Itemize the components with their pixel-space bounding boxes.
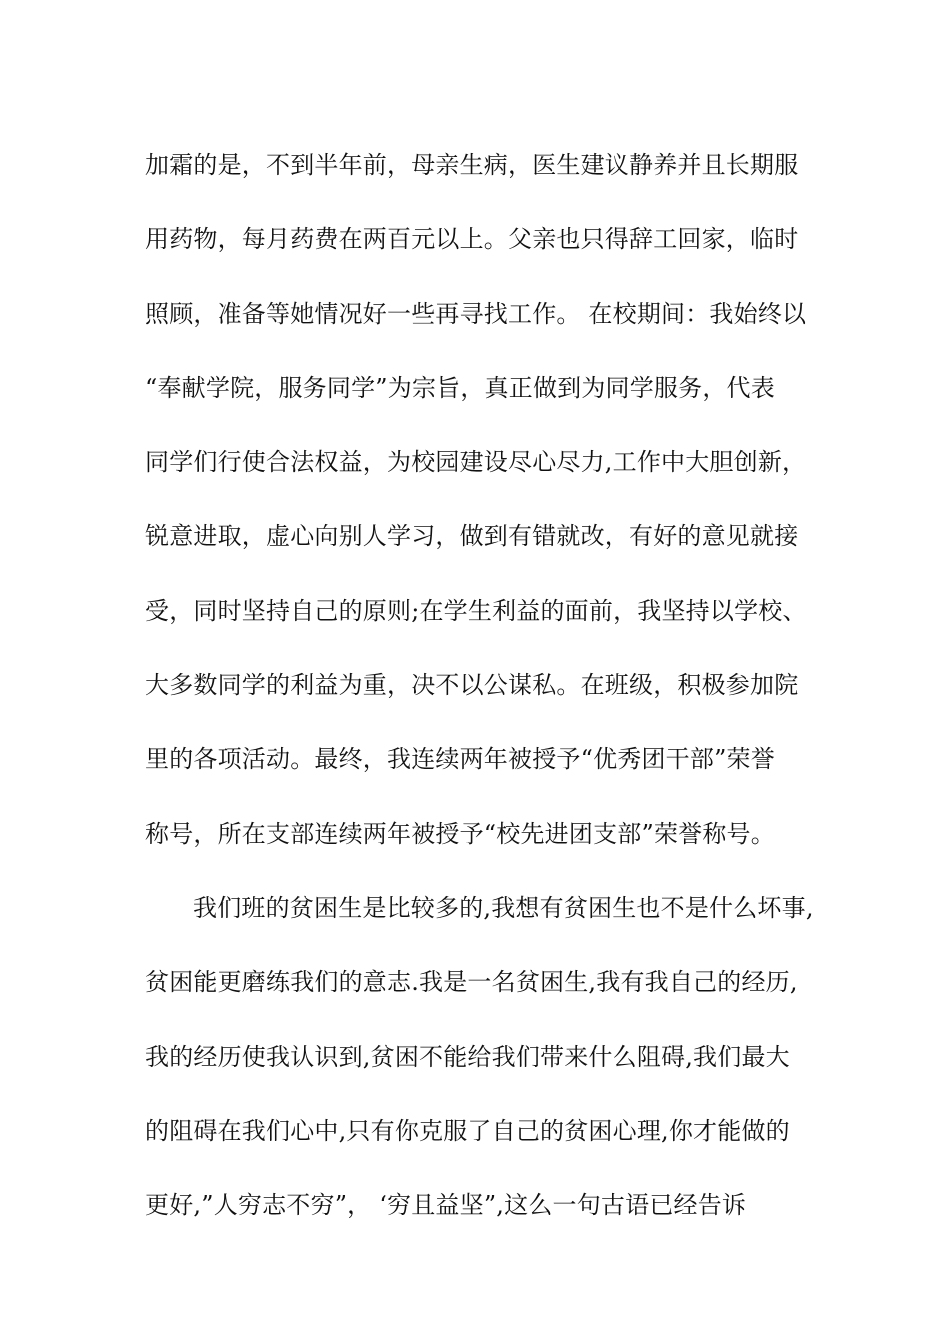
paragraph-start-line: 我们班的贫困生是比较多的,我想有贫困生也不是什么坏事, — [193, 893, 814, 922]
text-line: 的阻碍在我们心中,只有你克服了自己的贫困心理,你才能做的 — [145, 1116, 790, 1145]
text-line: 锐意进取，虚心向别人学习，做到有错就改，有好的意见就接 — [145, 522, 799, 551]
text-line: 里的各项活动。最终，我连续两年被授予“优秀团干部”荣誉 — [145, 745, 775, 774]
text-line: 我的经历使我认识到,贫困不能给我们带来什么阻碍,我们最大 — [145, 1042, 790, 1071]
body-text — [145, 128, 815, 1242]
text-line: 加霜的是，不到半年前，母亲生病，医生建议静养并且长期服 — [145, 151, 799, 179]
text-line: 照顾，准备等她情况好一些再寻找工作。 在校期间：我始终以 — [145, 299, 807, 328]
text-line: 用药物，每月药费在两百元以上。父亲也只得辞工回家，临时 — [145, 225, 799, 254]
text-line: 更好,”人穷志不穷”， ‘穷且益坚”,这么一句古语已经告诉 — [145, 1191, 747, 1220]
text-line: 受，同时坚持自己的原则;在学生利益的面前，我坚持以学校、 — [145, 596, 807, 625]
text-line: 称号，所在支部连续两年被授予“校先进团支部”荣誉称号。 — [145, 819, 775, 848]
text-line: 大多数同学的利益为重，决不以公谋私。在班级，积极参加院 — [145, 671, 799, 700]
text-line: “奉献学院，服务同学”为宗旨，真正做到为同学服务，代表 — [145, 373, 775, 402]
text-line: 贫困能更磨练我们的意志.我是一名贫困生,我有我自己的经历, — [145, 968, 798, 997]
text-line: 同学们行使合法权益，为校园建设尽心尽力,工作中大胆创新， — [145, 448, 807, 477]
